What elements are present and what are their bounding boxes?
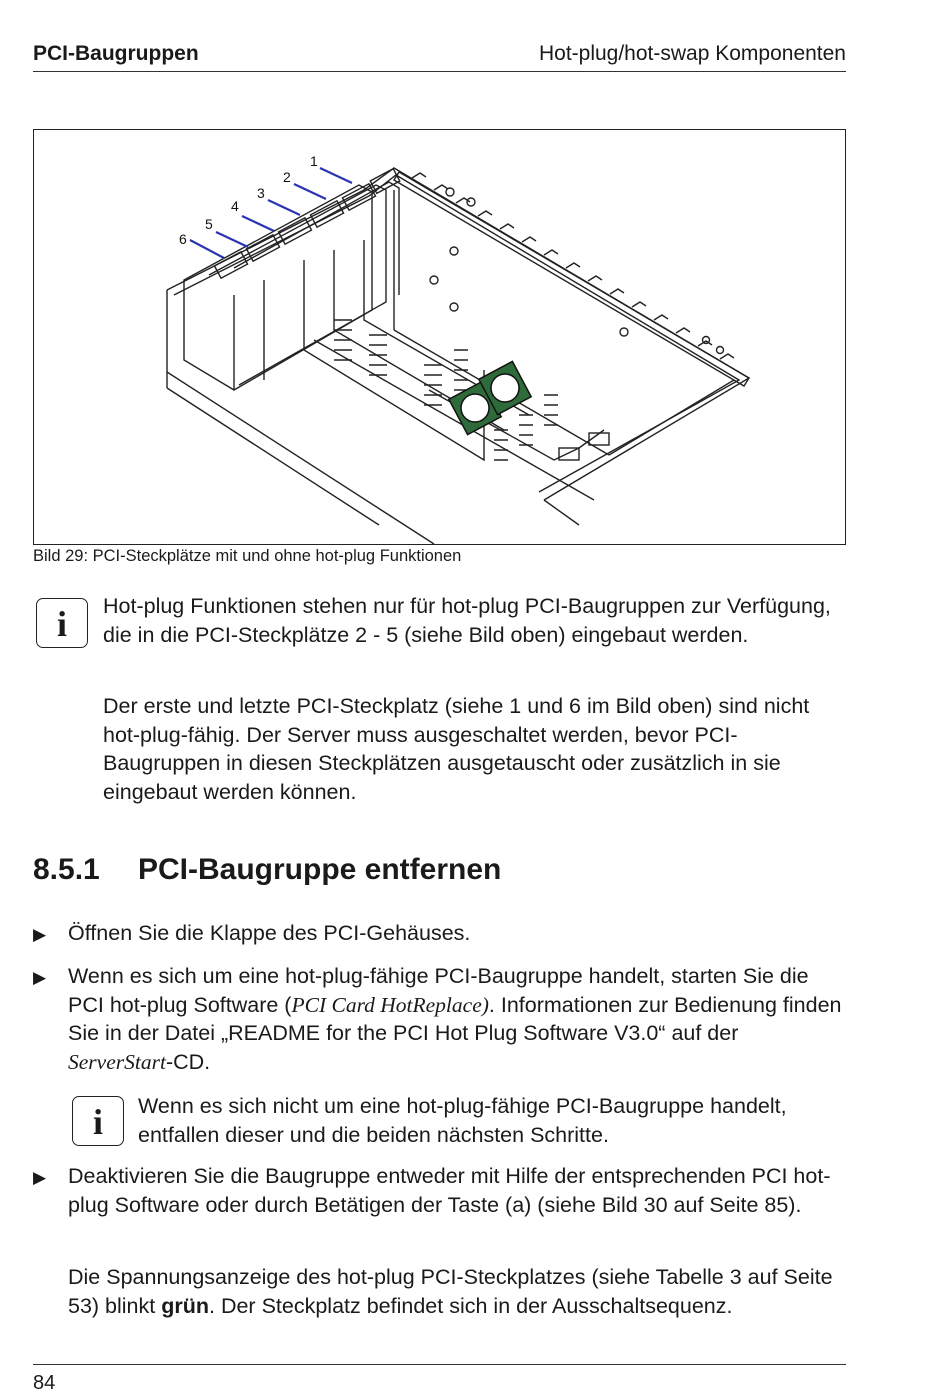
- slot-label-2: 2: [283, 169, 291, 185]
- slot-label-6: 6: [179, 231, 187, 247]
- slot-label-5: 5: [205, 216, 213, 232]
- bullet-icon: ▶: [33, 968, 47, 987]
- pci-slots-figure: [33, 129, 846, 545]
- step-text: Die Spannungsanzeige des hot-plug PCI-Steckplatzes (siehe Tabelle 3 auf Seite 53) blinkt: [68, 1265, 833, 1318]
- header-section-title: Hot-plug/hot-swap Komponenten: [538, 42, 846, 65]
- step-text: . Informationen zur Bedienung finden Sie in der Datei „README for the PCI Hot Plug Software V3.0“ auf der: [68, 992, 842, 1045]
- step-text: . Der Steckplatz befindet sich in der Ausschaltsequenz.: [209, 1293, 733, 1318]
- step-deactivate: Deaktivieren Sie die Baugruppe entweder mit Hilfe der entsprechenden PCI hot-plug Software oder durch Betätigen der Taste (a) (siehe Bild 30 auf Seite 85).: [68, 1164, 831, 1217]
- page-number: 84: [33, 1372, 56, 1392]
- info-icon: i: [36, 598, 88, 648]
- info-paragraph-2: Der erste und letzte PCI-Steckplatz (siehe 1 und 6 im Bild oben) sind nicht hot-plug-fähig. Der Server muss ausgeschaltet werden, bevor PCI-Baugruppen in diesen Steckplätzen ausgetauscht oder zusätzlich in sie eingebaut werden können.: [103, 694, 810, 804]
- color-word: grün: [161, 1293, 209, 1318]
- slot-label-4: 4: [231, 198, 239, 214]
- step-voltage-indicator: [68, 1263, 848, 1320]
- step-start-software: [68, 962, 848, 1076]
- bullet-icon: ▶: [33, 925, 47, 944]
- section-title: PCI-Baugruppe entfernen: [138, 853, 502, 886]
- section-heading: [33, 853, 501, 887]
- cd-name: ServerStart: [68, 1049, 166, 1074]
- software-name: PCI Card HotReplace): [291, 992, 489, 1017]
- step-open-flap: Öffnen Sie die Klappe des PCI-Gehäuses.: [68, 921, 471, 945]
- slot-label-3: 3: [257, 185, 265, 201]
- bullet-icon: ▶: [33, 1168, 47, 1187]
- page-header: [33, 42, 846, 72]
- footer-divider: [33, 1364, 846, 1365]
- info-icon: i: [72, 1096, 124, 1146]
- slot-label-1: 1: [310, 153, 318, 169]
- section-number: 8.5.1: [33, 853, 100, 886]
- figure-caption: Bild 29: PCI-Steckplätze mit und ohne hot-plug Funktionen: [33, 547, 462, 565]
- info-paragraph-1: Hot-plug Funktionen stehen nur für hot-plug PCI-Baugruppen zur Verfügung, die in die PCI-Steckplätze 2 - 5 (siehe Bild oben) eingebaut werden.: [103, 594, 831, 647]
- pci-chassis-illustration: [34, 130, 845, 544]
- step-text: Wenn es sich um eine hot-plug-fähige PCI-Baugruppe handelt, starten Sie die PCI hot-plug Software (: [68, 964, 809, 1017]
- note-paragraph: Wenn es sich nicht um eine hot-plug-fähige PCI-Baugruppe handelt, entfallen dieser und die beiden nächsten Schritte.: [138, 1094, 787, 1147]
- step-text: -CD.: [165, 1049, 211, 1074]
- header-chapter-title: PCI-Baugruppen: [33, 42, 199, 65]
